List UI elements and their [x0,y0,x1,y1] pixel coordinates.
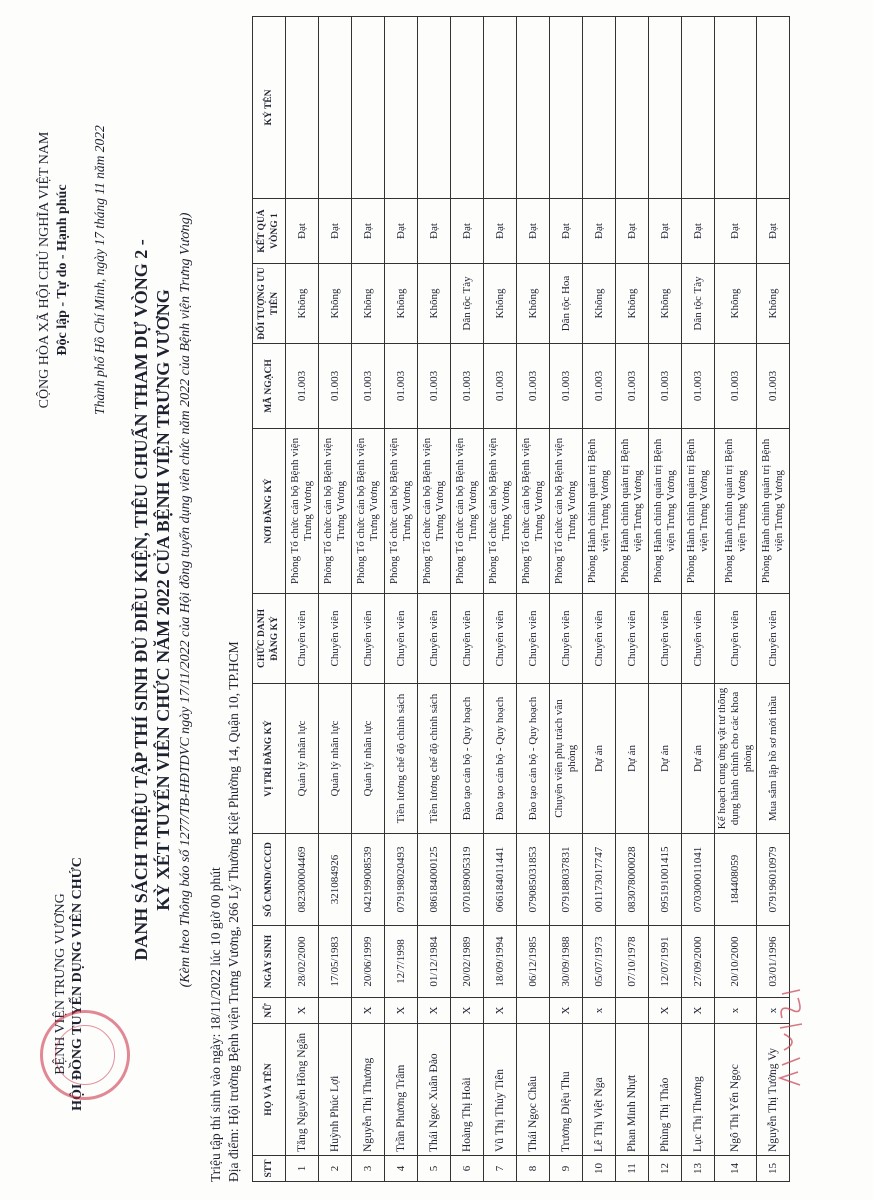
cell-stt: 13 [682,1156,715,1182]
cell-female: X [418,998,451,1024]
country-name: CỘNG HÒA XÃ HỘI CHỦ NGHĨA VIỆT NAM [37,131,52,409]
cell-place: Phòng Hành chính quản trị Bệnh viện Trưng Vương [715,429,757,594]
cell-priority: Không [484,264,517,344]
red-seal-stamp [40,1010,130,1100]
cell-female: x [757,998,790,1024]
table-row [616,17,649,1182]
cell-sign [649,17,682,199]
cell-dob: 12/7/1998 [385,926,418,998]
cell-dob: 07/10/1978 [616,926,649,998]
cell-result: Đạt [757,199,790,264]
cell-female: x [583,998,616,1024]
cell-sign [682,17,715,199]
table-row [649,17,682,1182]
cell-priority: Không [583,264,616,344]
table-row [418,17,451,1182]
cell-name: Thái Ngọc Châu [517,1024,550,1156]
cell-stt: 8 [517,1156,550,1182]
cell-priority: Không [385,264,418,344]
cell-dob: 01/12/1984 [418,926,451,998]
cell-female: X [550,998,583,1024]
cell-code: 01.003 [616,344,649,429]
cell-id: 184408059 [715,834,757,926]
summon-time: Triệu tập thí sinh vào ngày: 18/11/2022 lúc 10 giờ 00 phút [208,867,223,1182]
cell-sign [319,17,352,199]
cell-priority: Không [517,264,550,344]
cell-position: Tiền lương chế độ chính sách [385,684,418,834]
cell-title: Chuyên viên [319,594,352,684]
header-female: NỮ [253,998,286,1024]
cell-result: Đạt [418,199,451,264]
table-row [715,17,757,1182]
table-row [682,17,715,1182]
cell-stt: 7 [484,1156,517,1182]
cell-id: 086184000125 [418,834,451,926]
cell-result: Đạt [286,199,319,264]
cell-name: Trần Phương Trâm [385,1024,418,1156]
header-priority: ĐỐI TƯỢNG ƯU TIÊN [253,264,286,344]
issuer-org: BỆNH VIỆN TRƯNG VƯƠNG [53,893,68,1075]
table-row [451,17,484,1182]
cell-result: Đạt [649,199,682,264]
cell-result: Đạt [583,199,616,264]
cell-name: Nguyễn Thị Tường Vy [757,1024,790,1156]
cell-priority: Dân tộc Tày [682,264,715,344]
cell-position: Đào tạo cán bộ - Quy hoạch [484,684,517,834]
cell-title: Chuyên viên [616,594,649,684]
national-header [36,30,72,510]
cell-position: Dự án [583,684,616,834]
cell-dob: 30/09/1988 [550,926,583,998]
table-row [319,17,352,1182]
cell-priority: Không [418,264,451,344]
cell-stt: 2 [319,1156,352,1182]
cell-title: Chuyên viên [286,594,319,684]
cell-name: Hoàng Thị Hoài [451,1024,484,1156]
cell-priority: Không [286,264,319,344]
cell-priority: Không [319,264,352,344]
cell-place: Phòng Tổ chức cán bộ Bệnh viện Trưng Vương [286,429,319,594]
cell-priority: Dân tộc Hoa [550,264,583,344]
cell-sign [550,17,583,199]
cell-place: Phòng Tổ chức cán bộ Bệnh viện Trưng Vương [484,429,517,594]
cell-stt: 10 [583,1156,616,1182]
cell-priority: Không [715,264,757,344]
cell-female: X [286,998,319,1024]
cell-result: Đạt [484,199,517,264]
cell-name: Tăng Nguyễn Hồng Ngân [286,1024,319,1156]
table-row [550,17,583,1182]
cell-sign [352,17,385,199]
cell-place: Phòng Hành chính quản trị Bệnh viện Trưng Vương [682,429,715,594]
cell-priority: Không [616,264,649,344]
cell-id: 321084926 [319,834,352,926]
summon-location: Địa điểm: Hội trường Bệnh viện Trưng Vương, 266 Lý Thường Kiệt Phường 14, Quận 10, TP.HCM [226,641,241,1182]
cell-stt: 9 [550,1156,583,1182]
cell-id: 001173017747 [583,834,616,926]
header-id: SỐ CMND/CCCD [253,834,286,926]
date-place: Thành phố Hồ Chí Minh, ngày 17 tháng 11 năm 2022 [92,125,107,415]
cell-code: 01.003 [418,344,451,429]
cell-code: 01.003 [451,344,484,429]
cell-place: Phòng Tổ chức cán bộ Bệnh viện Trưng Vương [418,429,451,594]
motto: Độc lập - Tự do - Hạnh phúc [55,184,70,356]
candidate-table [252,16,790,1182]
cell-dob: 12/07/1991 [649,926,682,998]
cell-title: Chuyên viên [418,594,451,684]
cell-position: Chuyên viên phụ trách văn phòng [550,684,583,834]
cell-place: Phòng Tổ chức cán bộ Bệnh viện Trưng Vương [550,429,583,594]
cell-female: X [352,998,385,1024]
cell-code: 01.003 [649,344,682,429]
cell-id: 079188037831 [550,834,583,926]
cell-female: x [715,998,757,1024]
cell-title: Chuyên viên [550,594,583,684]
header-code: MÃ NGẠCH [253,344,286,429]
cell-name: Nguyễn Thị Thương [352,1024,385,1156]
cell-title: Chuyên viên [583,594,616,684]
table-header-row [253,17,286,1182]
cell-female [517,998,550,1024]
cell-code: 01.003 [352,344,385,429]
table-row [286,17,319,1182]
cell-title: Chuyên viên [649,594,682,684]
cell-id: 070300011041 [682,834,715,926]
header-stt: STT [253,1156,286,1182]
cell-female: X [484,998,517,1024]
cell-place: Phòng Tổ chức cán bộ Bệnh viện Trưng Vương [352,429,385,594]
cell-sign [451,17,484,199]
cell-result: Đạt [616,199,649,264]
table-row [484,17,517,1182]
cell-name: Ngô Thị Yến Ngọc [715,1024,757,1156]
cell-sign [757,17,790,199]
cell-stt: 6 [451,1156,484,1182]
table-row [385,17,418,1182]
header-name: HỌ VÀ TÊN [253,1024,286,1156]
cell-id: 083078000028 [616,834,649,926]
header-position: VỊ TRÍ ĐĂNG KÝ [253,684,286,834]
cell-code: 01.003 [385,344,418,429]
cell-position: Dự án [649,684,682,834]
cell-code: 01.003 [484,344,517,429]
cell-title: Chuyên viên [517,594,550,684]
document-title [130,80,174,1120]
cell-priority: Không [352,264,385,344]
cell-dob: 17/05/1983 [319,926,352,998]
cell-sign [385,17,418,199]
cell-dob: 05/07/1973 [583,926,616,998]
header-place: NƠI ĐĂNG KÝ [253,429,286,594]
cell-position: Quản lý nhân lực [352,684,385,834]
cell-place: Phòng Hành chính quản trị Bệnh viện Trưng Vương [649,429,682,594]
cell-id: 066184011441 [484,834,517,926]
document-subtitle: (Kèm theo Thông báo số 1277/TB-HĐTDVC ngày 17/11/2022 của Hội đồng tuyển dụng viên chức năm 2022 của Bệnh viện Trưng Vương) [178,212,193,988]
cell-stt: 3 [352,1156,385,1182]
cell-result: Đạt [385,199,418,264]
cell-name: Lục Thị Thương [682,1024,715,1156]
cell-stt: 11 [616,1156,649,1182]
cell-result: Đạt [517,199,550,264]
cell-priority: Dân tộc Tày [451,264,484,344]
cell-title: Chuyên viên [484,594,517,684]
cell-sign [715,17,757,199]
cell-name: Phùng Thị Thảo [649,1024,682,1156]
cell-code: 01.003 [583,344,616,429]
cell-female: X [682,998,715,1024]
table-body [286,17,790,1182]
cell-dob: 06/12/1985 [517,926,550,998]
cell-id: 095191001415 [649,834,682,926]
cell-code: 01.003 [757,344,790,429]
cell-dob: 20/06/1999 [352,926,385,998]
cell-position: Mua sắm lập hồ sơ mời thầu [757,684,790,834]
cell-female: X [649,998,682,1024]
cell-sign [583,17,616,199]
cell-result: Đạt [682,199,715,264]
cell-stt: 15 [757,1156,790,1182]
cell-sign [484,17,517,199]
cell-id: 079196010979 [757,834,790,926]
cell-female [616,998,649,1024]
signature-mark [770,980,810,1090]
cell-place: Phòng Tổ chức cán bộ Bệnh viện Trưng Vương [319,429,352,594]
cell-position: Đào tạo cán bộ - Quy hoạch [451,684,484,834]
cell-position: Kế hoạch cung ứng vật tư thông dụng hành chính cho các khoa phòng [715,684,757,834]
cell-result: Đạt [352,199,385,264]
cell-position: Tiền lương chế độ chính sách [418,684,451,834]
cell-position: Quản lý nhân lực [319,684,352,834]
cell-dob: 03/01/1996 [757,926,790,998]
cell-title: Chuyên viên [451,594,484,684]
cell-title: Chuyên viên [682,594,715,684]
cell-code: 01.003 [286,344,319,429]
cell-result: Đạt [451,199,484,264]
cell-sign [517,17,550,199]
header-dob: NGÀY SINH [253,926,286,998]
cell-title: Chuyên viên [757,594,790,684]
cell-title: Chuyên viên [385,594,418,684]
cell-title: Chuyên viên [715,594,757,684]
cell-sign [286,17,319,199]
cell-position: Quản lý nhân lực [286,684,319,834]
cell-code: 01.003 [715,344,757,429]
cell-name: Huỳnh Phúc Lợi [319,1024,352,1156]
table-row [517,17,550,1182]
cell-name: Vũ Thị Thủy Tiên [484,1024,517,1156]
cell-name: Lê Thị Việt Nga [583,1024,616,1156]
cell-sign [616,17,649,199]
cell-place: Phòng Tổ chức cán bộ Bệnh viện Trưng Vương [451,429,484,594]
cell-code: 01.003 [682,344,715,429]
cell-place: Phòng Hành chính quản trị Bệnh viện Trưng Vương [616,429,649,594]
cell-result: Đạt [550,199,583,264]
cell-id: 082300004469 [286,834,319,926]
cell-dob: 28/02/2000 [286,926,319,998]
cell-result: Đạt [715,199,757,264]
cell-code: 01.003 [517,344,550,429]
header-title: CHỨC DANH ĐĂNG KÝ [253,594,286,684]
cell-priority: Không [757,264,790,344]
cell-female: X [451,998,484,1024]
cell-place: Phòng Tổ chức cán bộ Bệnh viện Trưng Vương [517,429,550,594]
table-row [583,17,616,1182]
cell-place: Phòng Hành chính quản trị Bệnh viện Trưng Vương [583,429,616,594]
cell-position: Dự án [616,684,649,834]
cell-name: Trương Diệu Thu [550,1024,583,1156]
header-sign: KÝ TÊN [253,17,286,199]
cell-stt: 4 [385,1156,418,1182]
cell-female [319,998,352,1024]
cell-dob: 20/02/1989 [451,926,484,998]
cell-code: 01.003 [550,344,583,429]
cell-priority: Không [649,264,682,344]
cell-female: X [385,998,418,1024]
cell-stt: 12 [649,1156,682,1182]
cell-id: 042199008539 [352,834,385,926]
issuer-council: HỘI ĐỒNG TUYỂN DỤNG VIÊN CHỨC [70,857,85,1111]
cell-dob: 27/09/2000 [682,926,715,998]
cell-id: 070189005319 [451,834,484,926]
cell-result: Đạt [319,199,352,264]
cell-name: Thái Ngọc Xuân Đào [418,1024,451,1156]
table-row [352,17,385,1182]
cell-dob: 18/09/1994 [484,926,517,998]
cell-id: 079198020493 [385,834,418,926]
cell-code: 01.003 [319,344,352,429]
cell-title: Chuyên viên [352,594,385,684]
cell-stt: 5 [418,1156,451,1182]
title-line-1: DANH SÁCH TRIỆU TẬP THÍ SINH ĐỦ ĐIỀU KIỆN, TIÊU CHUẨN THAM DỰ VÒNG 2 - [131,239,151,961]
cell-name: Phan Minh Nhựt [616,1024,649,1156]
header-result: KẾT QUẢ VÒNG 1 [253,199,286,264]
cell-sign [418,17,451,199]
issuer-block [52,774,86,1194]
cell-stt: 14 [715,1156,757,1182]
cell-id: 079085031853 [517,834,550,926]
cell-place: Phòng Hành chính quản trị Bệnh viện Trưng Vương [757,429,790,594]
cell-position: Đào tạo cán bộ - Quy hoạch [517,684,550,834]
cell-stt: 1 [286,1156,319,1182]
cell-place: Phòng Tổ chức cán bộ Bệnh viện Trưng Vương [385,429,418,594]
title-line-2: KỲ XÉT TUYỂN VIÊN CHỨC NĂM 2022 CỦA BỆNH VIỆN TRƯNG VƯƠNG [153,289,173,911]
cell-position: Dự án [682,684,715,834]
cell-dob: 20/10/2000 [715,926,757,998]
